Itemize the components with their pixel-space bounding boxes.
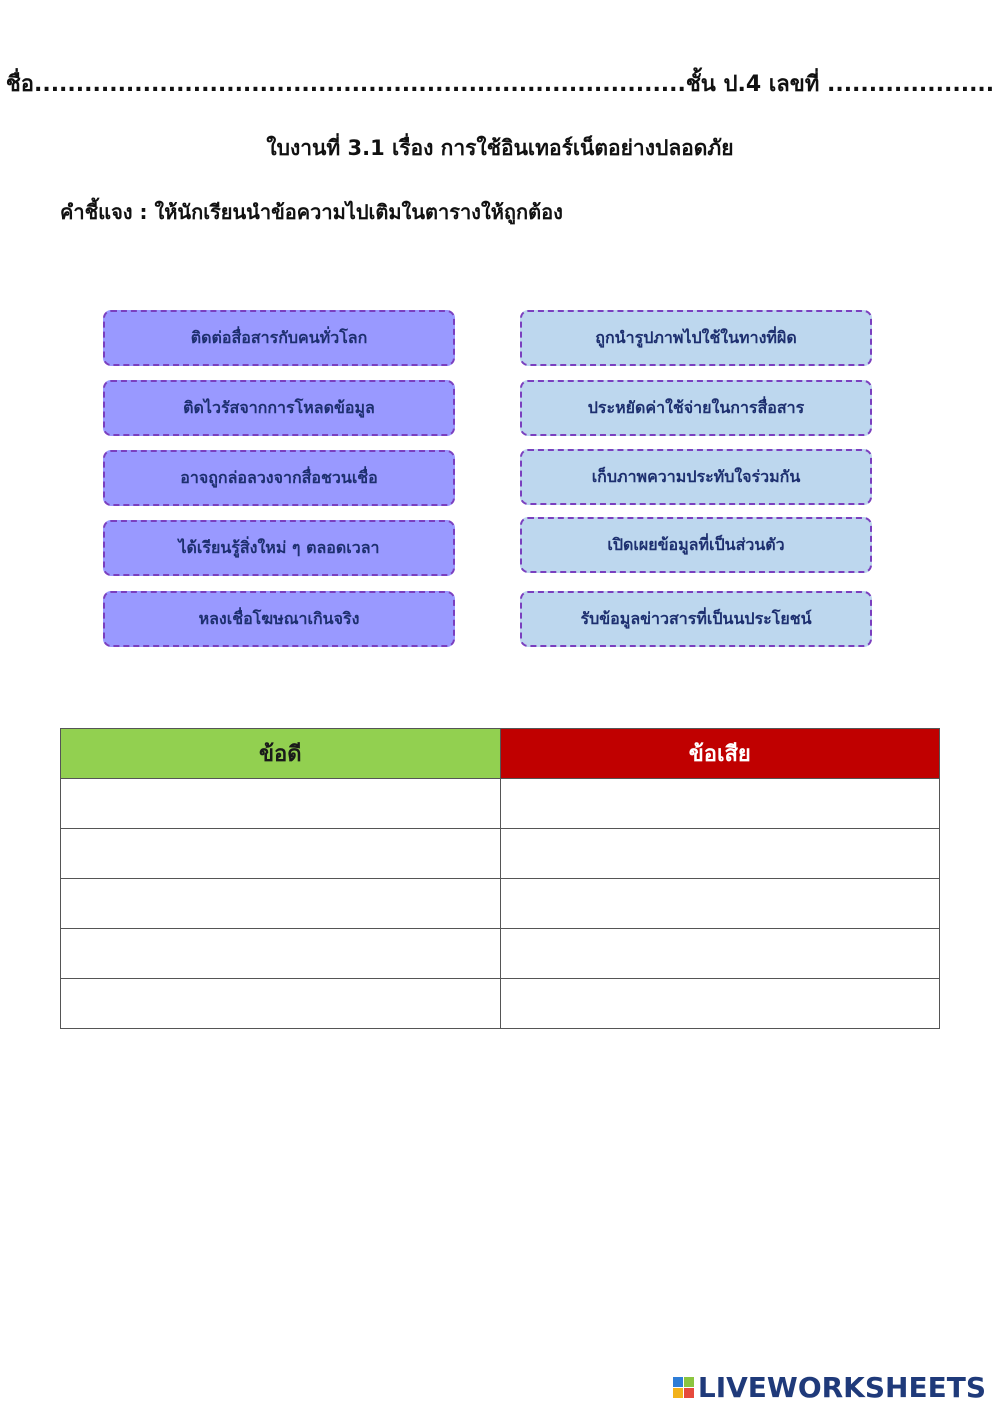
drag-card[interactable]: เก็บภาพความประทับใจร่วมกัน <box>520 449 872 505</box>
drag-card[interactable]: ติดต่อสื่อสารกับคนทั่วโลก <box>103 310 455 366</box>
advantage-drop-zone[interactable] <box>61 979 501 1029</box>
name-class-number-line: ชื่อ..............................................................................ชั้น ป.4 เลขที่ .................... <box>5 72 995 97</box>
drag-card[interactable]: รับข้อมูลข่าวสารที่เป็นนประโยชน์ <box>520 591 872 647</box>
drag-card[interactable]: อาจถูกล่อลวงจากสื่อชวนเชื่อ <box>103 450 455 506</box>
drag-card[interactable]: ประหยัดค่าใช้จ่ายในการสื่อสาร <box>520 380 872 436</box>
advantage-drop-zone[interactable] <box>61 879 501 929</box>
answer-table <box>60 728 940 1029</box>
advantage-drop-zone[interactable] <box>61 779 501 829</box>
table-row <box>61 879 940 929</box>
disadvantage-drop-zone[interactable] <box>500 879 940 929</box>
disadvantage-drop-zone[interactable] <box>500 829 940 879</box>
drag-card[interactable]: เปิดเผยข้อมูลที่เป็นส่วนตัว <box>520 517 872 573</box>
liveworksheets-brand <box>673 1371 986 1404</box>
table-row <box>61 979 940 1029</box>
advantage-drop-zone[interactable] <box>61 929 501 979</box>
column-header-disadvantages: ข้อเสีย <box>500 729 940 779</box>
table-row <box>61 779 940 829</box>
brand-wordmark: LIVEWORKSHEETS <box>697 1371 986 1404</box>
column-header-advantages: ข้อดี <box>61 729 501 779</box>
table-row <box>61 929 940 979</box>
table-header-row <box>61 729 940 779</box>
drag-card[interactable]: ได้เรียนรู้สิ่งใหม่ ๆ ตลอดเวลา <box>103 520 455 576</box>
drag-card[interactable]: ถูกนำรูปภาพไปใช้ในทางที่ผิด <box>520 310 872 366</box>
drag-card[interactable]: ติดไวรัสจากการโหลดข้อมูล <box>103 380 455 436</box>
drag-card[interactable]: หลงเชื่อโฆษณาเกินจริง <box>103 591 455 647</box>
advantage-drop-zone[interactable] <box>61 829 501 879</box>
disadvantage-drop-zone[interactable] <box>500 779 940 829</box>
table-row <box>61 829 940 879</box>
worksheet-title: ใบงานที่ 3.1 เรื่อง การใช้อินเทอร์เน็ตอย่างปลอดภัย <box>266 136 734 160</box>
disadvantage-drop-zone[interactable] <box>500 979 940 1029</box>
instructions: คำชี้แจง : ให้นักเรียนนำข้อความไปเติมในตารางให้ถูกต้อง <box>60 200 563 224</box>
disadvantage-drop-zone[interactable] <box>500 929 940 979</box>
liveworksheets-logo-icon <box>673 1377 694 1398</box>
